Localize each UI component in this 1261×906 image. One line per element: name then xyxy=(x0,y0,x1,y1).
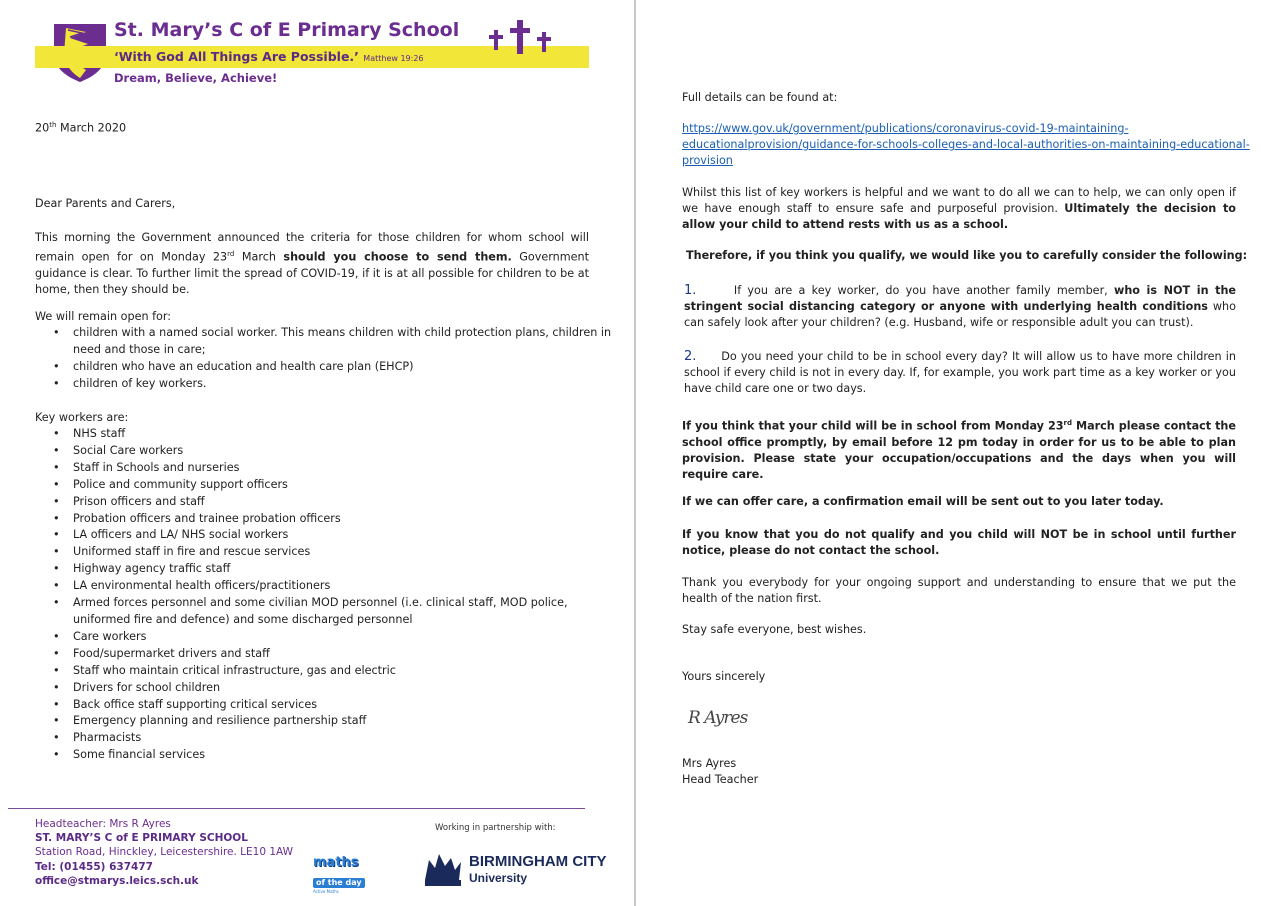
signer-title: Head Teacher xyxy=(682,773,759,786)
crosses-icon xyxy=(488,18,552,56)
footer-address: Station Road, Hinckley, Leicestershire. LE10 1AW xyxy=(35,846,294,858)
footer-telephone: Tel: (01455) 637477 xyxy=(35,861,153,873)
intro-paragraph: This morning the Government announced the criteria for those children for whom school will remain open for on Monday 23rd March should you choose to send them. Government guidance is clear. To further limit the spread of COVID-19, if it is at all possible for children to be at home, then they should be. xyxy=(35,231,590,296)
list-item: • children who have an education and health care plan (EHCP) xyxy=(53,359,611,376)
list-item: need and those in care; xyxy=(73,342,206,356)
sign-off: Yours sincerely xyxy=(682,670,766,683)
guidance-link-line1[interactable]: https://www.gov.uk/government/publications/coronavirus-covid-19-maintaining- xyxy=(682,122,1129,135)
guidance-link-line3[interactable]: provision xyxy=(682,154,733,167)
list-item: • Emergency planning and resilience partnership staff xyxy=(53,713,568,730)
stay-safe-line: Stay safe everyone, best wishes. xyxy=(682,623,867,636)
question-1-paragraph: 1. If you are a key worker, do you have another family member, who is NOT in the stringent social distancing category or anyone with underlying health conditions who can safely look after your children? (e.g. Husband, wife or responsible adult you can trust). xyxy=(684,283,1237,329)
footer-headteacher: Headteacher: Mrs R Ayres xyxy=(35,818,171,830)
list-item: • Staff who maintain critical infrastructure, gas and electric xyxy=(53,663,568,680)
list-item: • Highway agency traffic staff xyxy=(53,561,568,578)
list-item: • Probation officers and trainee probation officers xyxy=(53,511,568,528)
letter-date: 20th March 2020 xyxy=(35,121,127,135)
footer-divider xyxy=(8,808,585,809)
list-item: • LA officers and LA/ NHS social workers xyxy=(53,527,568,544)
salutation: Dear Parents and Carers, xyxy=(35,197,176,210)
thanks-paragraph: Thank you everybody for your ongoing support and understanding to ensure that we put the health of the nation first. xyxy=(682,576,1236,605)
list-item: • Staff in Schools and nurseries xyxy=(53,460,568,477)
list-item: • LA environmental health officers/practitioners xyxy=(53,578,568,595)
key-workers-heading: Key workers are: xyxy=(35,411,129,424)
whilst-paragraph: Whilst this list of key workers is helpful and we want to do all we can to help, we can only open if we have enough staff to ensure safe and purposeful provision. Ultimately the decision to allow your child to attend rests with us as a school. xyxy=(682,186,1236,231)
footer-school-name: ST. MARY’S C of E PRIMARY SCHOOL xyxy=(35,832,248,844)
list-item: • Uniformed staff in fire and rescue services xyxy=(53,544,568,561)
full-details-label: Full details can be found at: xyxy=(682,91,838,104)
signature: R Ayres xyxy=(688,708,748,728)
school-name-title: St. Mary’s C of E Primary School xyxy=(114,19,460,41)
if-you-think-paragraph: If you think that your child will be in school from Monday 23rd March please contact the school office promptly, by email before 12 pm today in order for us to be able to plan provision. Please state your occupation/occupations and the days when you will require care. xyxy=(682,419,1236,481)
list-item: • Social Care workers xyxy=(53,443,568,460)
list-item: • NHS staff xyxy=(53,426,568,443)
list-item: uniformed fire and defence) and some discharged personnel xyxy=(73,612,413,626)
list-item: • Food/supermarket drivers and staff xyxy=(53,646,568,663)
list-item: • Back office staff supporting critical services xyxy=(53,697,568,714)
list-item: • Care workers xyxy=(53,629,568,646)
footer-partnership-label: Working in partnership with: xyxy=(435,823,556,833)
open-for-heading: We will remain open for: xyxy=(35,310,172,323)
list-item: • Pharmacists xyxy=(53,730,568,747)
maths-of-the-day-logo: maths of the day Active Maths xyxy=(313,856,373,888)
list-item: • Armed forces personnel and some civilian MOD personnel (i.e. clinical staff, MOD police, xyxy=(53,595,568,612)
signer-name: Mrs Ayres xyxy=(682,757,737,770)
bcu-crest-icon xyxy=(421,850,465,888)
birmingham-city-university-logo: BIRMINGHAM CITY University xyxy=(421,850,607,890)
list-item: • Police and community support officers xyxy=(53,477,568,494)
list-item: • Drivers for school children xyxy=(53,680,568,697)
list-item: • Some financial services xyxy=(53,747,568,764)
letter-page-2 xyxy=(636,0,1261,906)
not-qualify-paragraph: If you know that you do not qualify and you child will NOT be in school until further notice, please do not contact the school. xyxy=(682,528,1236,557)
offer-care-paragraph: If we can offer care, a confirmation email will be sent out to you later today. xyxy=(682,495,1164,508)
question-2-paragraph: 2. Do you need your child to be in school every day? It will allow us to have more children in school if every child is not in every day. If, for example, you work part time as a key worker or you have child care one or two days. xyxy=(684,349,1236,395)
guidance-link-line2[interactable]: educationalprovision/guidance-for-schools-colleges-and-local-authorities-on-maintaining-educational- xyxy=(682,138,1250,151)
school-slogan: Dream, Believe, Achieve! xyxy=(114,71,278,85)
list-item: • Prison officers and staff xyxy=(53,494,568,511)
open-for-list xyxy=(53,325,611,393)
school-motto: ‘With God All Things Are Possible.’ Matthew 19:26 xyxy=(114,49,424,64)
therefore-heading: Therefore, if you think you qualify, we would like you to carefully consider the following: xyxy=(686,249,1248,262)
footer-email: office@stmarys.leics.sch.uk xyxy=(35,875,199,887)
list-item: • children of key workers. xyxy=(53,376,611,393)
list-item: • children with a named social worker. This means children with child protection plans, children in xyxy=(53,325,611,342)
key-workers-list xyxy=(53,426,568,764)
